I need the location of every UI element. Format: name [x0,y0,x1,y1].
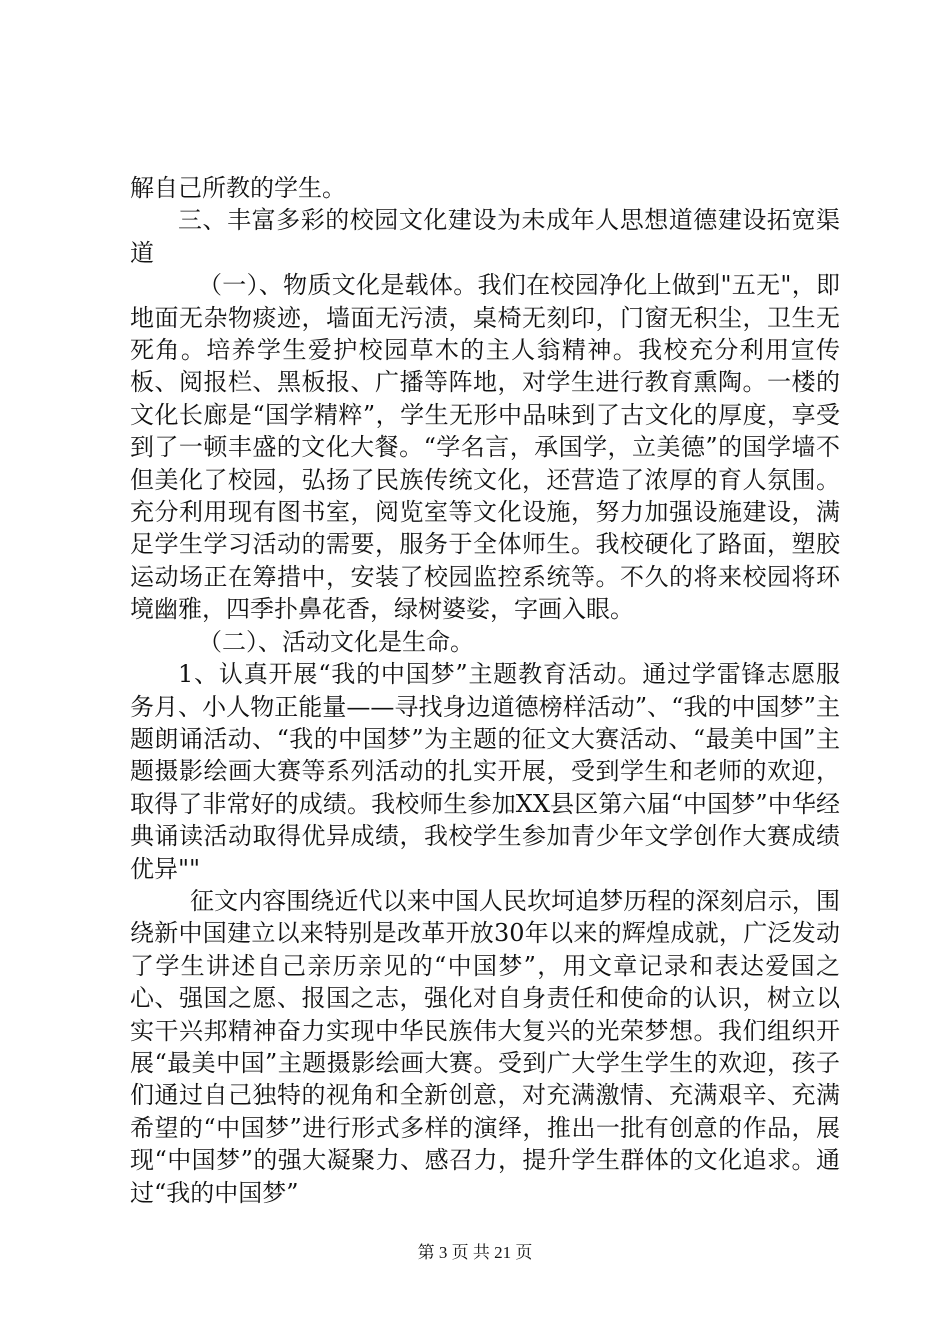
paragraph-activity-culture-heading: （二）、活动文化是生命。 [198,627,474,656]
paragraph-continuation: 解自己所教的学生。 [130,174,346,202]
paragraph-essay-content: 征文内容围绕近代以来中国人民坎坷追梦历程的深刻启示，围绕新中国建立以来特别是改革开放30年以来的辉煌成就，广泛发动了学生讲述自己亲历亲见的“中国梦”，用文章记录和表达爱国之心、强国之愿、报国之志，强化对自身责任和使命的认识，树立以实干兴邦精神奋力实现中华民族伟大复兴的光荣梦想。我们组织开展“最美中国”主题摄影绘画大赛。受到广大学生学生的欢迎，孩子们通过自己独特的视角和全新创意，对充满激情、充满艰辛、充满希望的“中国梦”进行形式多样的演绎，推出一批有创意的作品，展现“中国梦”的强大凝聚力、感召力，提升学生群体的文化追求。通过“我的中国梦” [130,886,840,1207]
page-footer: 第 3 页 共 21 页 [417,1243,533,1262]
section-heading-3: 三、丰富多彩的校园文化建设为未成年人思想道德建设拓宽渠道 [130,206,840,267]
document-body [130,172,840,1209]
paragraph-china-dream-activity: 1、认真开展“我的中国梦”主题教育活动。通过学雷锋志愿服务月、小人物正能量——寻找身边道德榜样活动”、“我的中国梦”主题朗诵活动、“我的中国梦”为主题的征文大赛活动、“最美中国”主题摄影绘画大赛等系列活动的扎实开展，受到学生和老师的欢迎，取得了非常好的成绩。我校师生参加XX县区第六届“中国梦”中华经典诵读活动取得优异成绩，我校学生参加青少年文学创作大赛成绩优异"" [130,660,840,883]
paragraph-material-culture: （一）、物质文化是载体。我们在校园净化上做到"五无"，即地面无杂物痰迹，墙面无污渍，桌椅无刻印，门窗无积尘，卫生无死角。培养学生爱护校园草木的主人翁精神。我校充分利用宣传板、阅报栏、黑板报、广播等阵地，对学生进行教育熏陶。一楼的文化长廊是“国学精粹”，学生无形中品味到了古文化的厚度，享受到了一顿丰盛的文化大餐。“学名言，承国学，立美德”的国学墙不但美化了校园，弘扬了民族传统文化，还营造了浓厚的育人氛围。充分利用现有图书室，阅览室等文化设施，努力加强设施建设，满足学生学习活动的需要，服务于全体师生。我校硬化了路面，塑胶运动场正在筹措中，安装了校园监控系统等。不久的将来校园将环境幽雅，四季扑鼻花香，绿树婆娑，字画入眼。 [130,271,840,624]
